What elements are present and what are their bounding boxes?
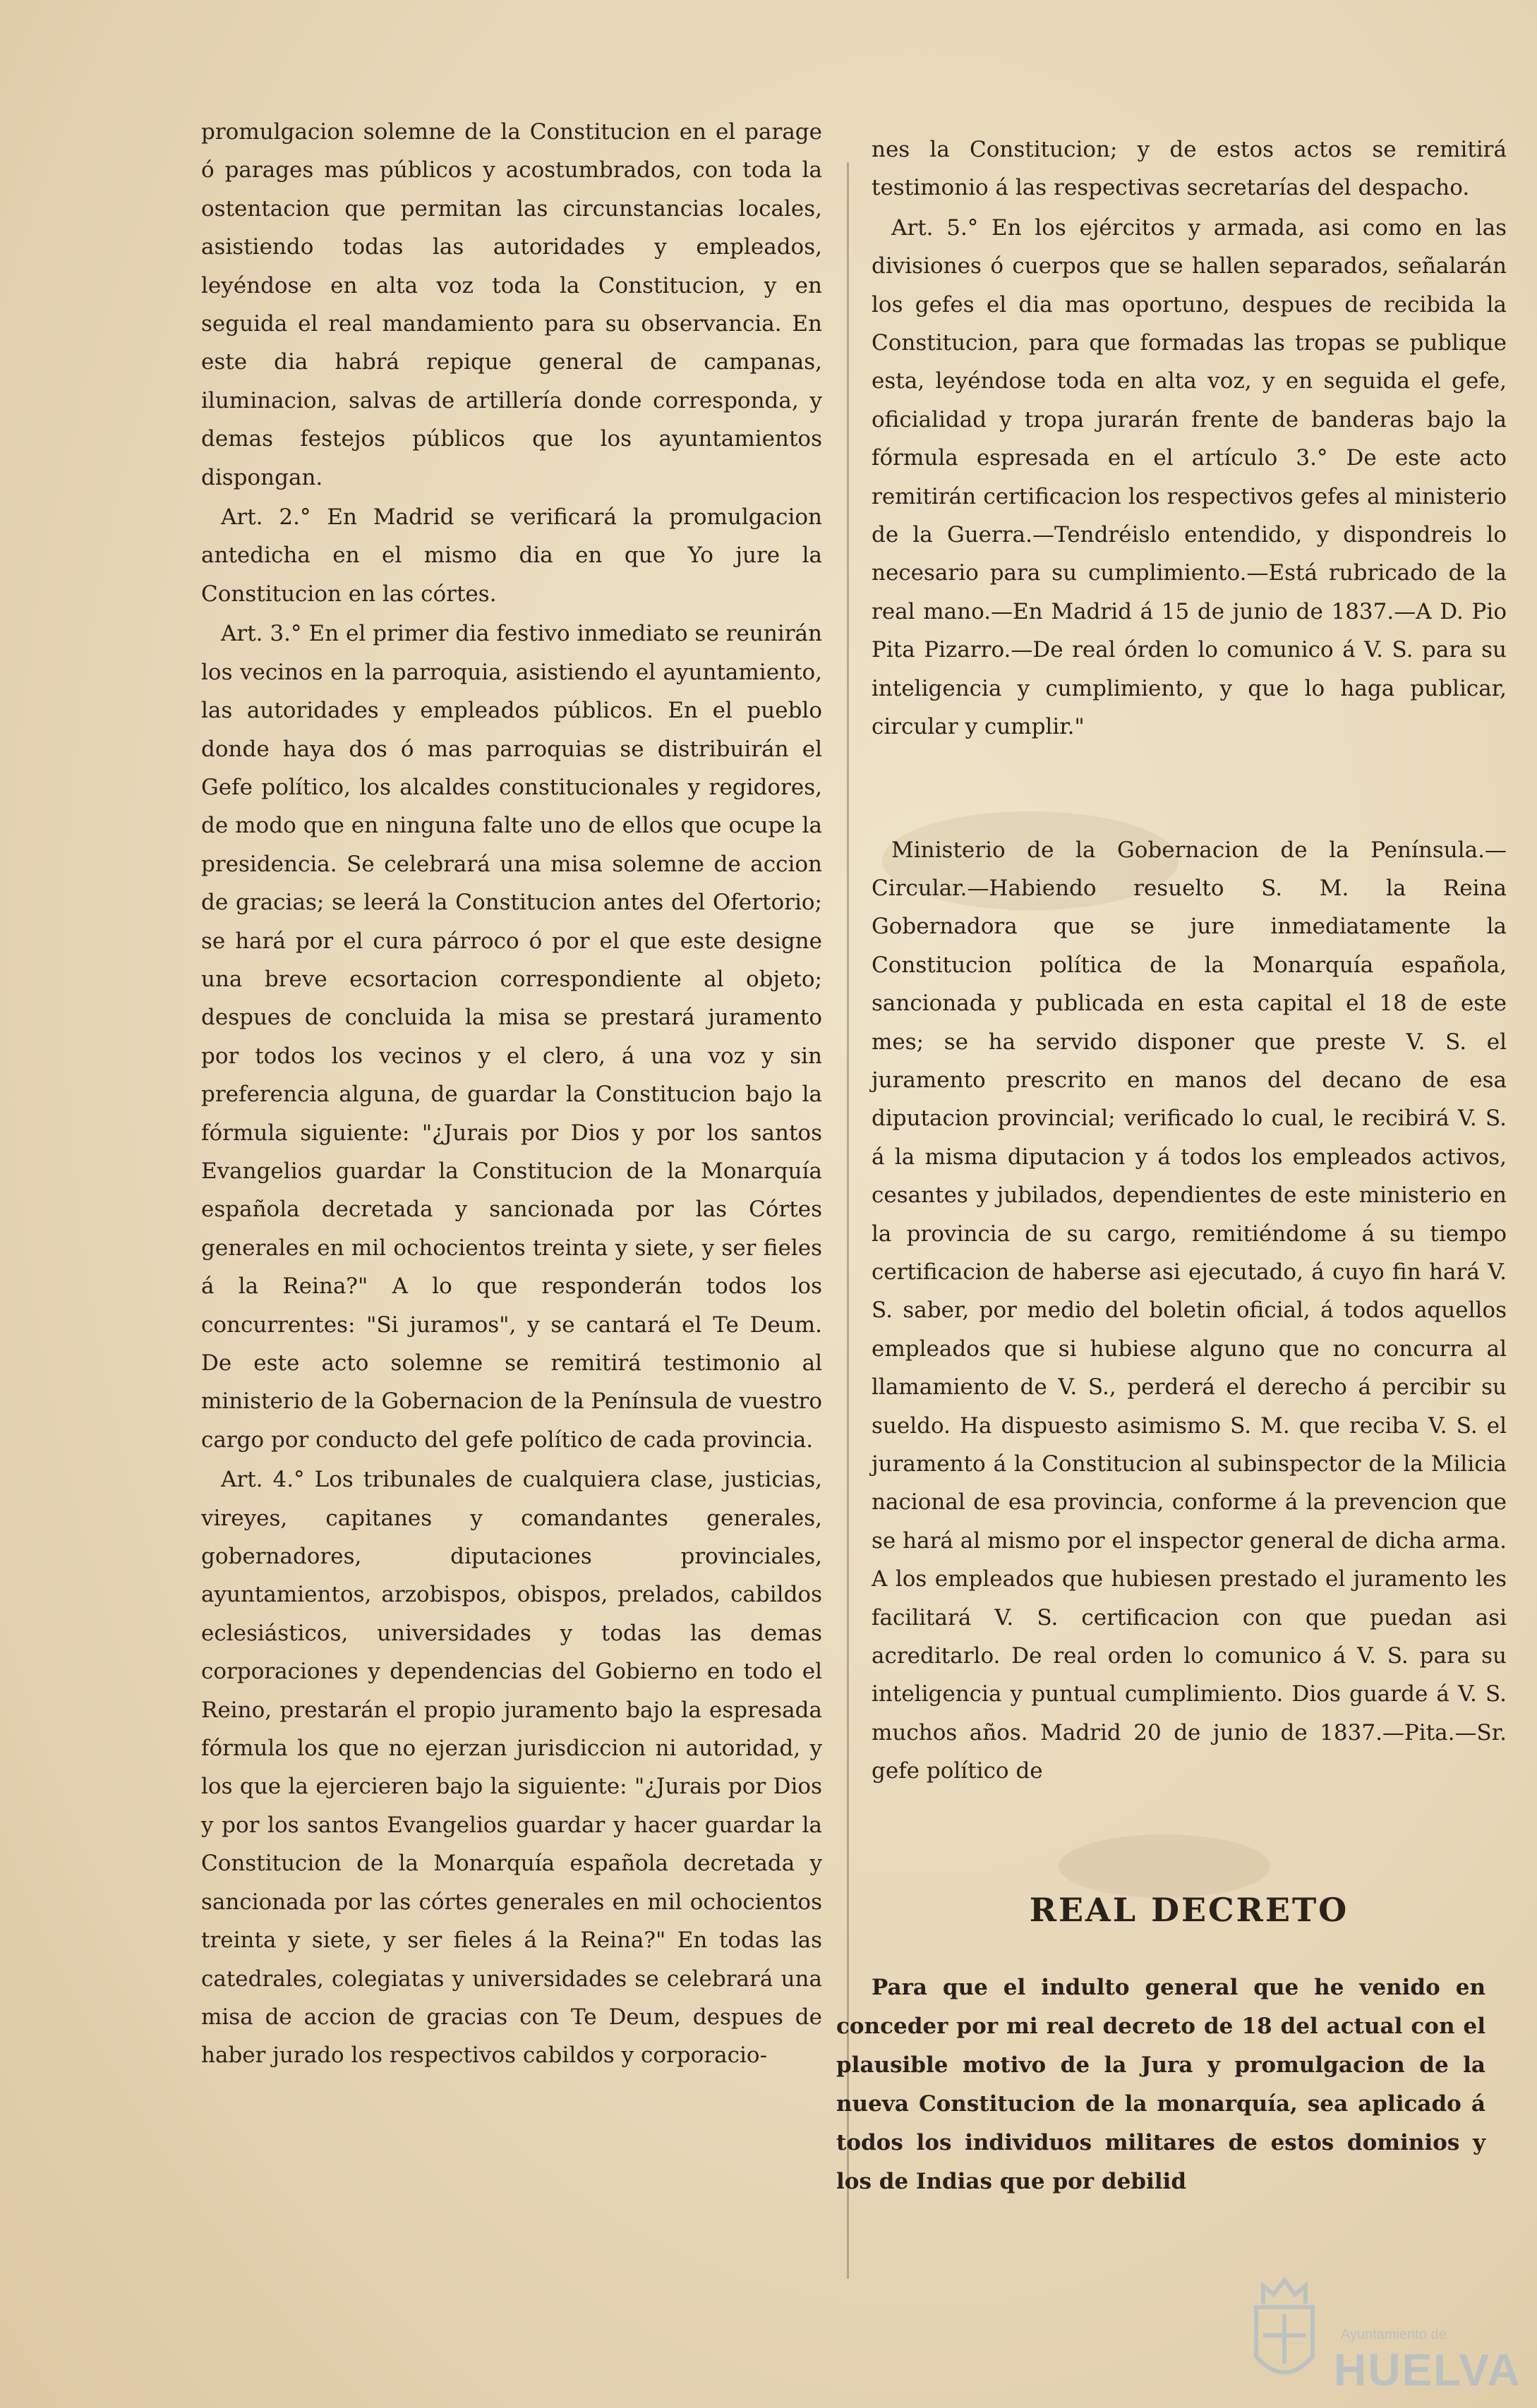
left-column bbox=[201, 113, 822, 2075]
article-4: Art. 4.° Los tribunales de cualquiera clase, justicias, vireyes, capitanes y comandantes generales, gobernadores, diputaciones provinciales, ayuntamientos, arzobispos, obispos, prelados, cabildos eclesiásticos, universidades y todas las demas corporaciones y dependencias del Gobierno en todo el Reino, prestarán el propio juramento bajo la espresada fórmula los que no ejerzan jurisdiccion ni autoridad, y los que la ejercieren bajo la siguiente: "¿Jurais por Dios y por los santos Evangelios guardar y hacer guardar la Constitucion de la Monarquía española decretada y sancionada por las córtes generales en mil ochocientos treinta y siete, y ser fieles á la Reina?" En todas las catedrales, colegiatas y universidades se celebrará una misa de accion de gracias con Te Deum, despues de haber jurado los respectivos cabildos y corporacio- bbox=[201, 1467, 822, 2069]
watermark-text: HUELVA bbox=[1334, 2345, 1521, 2395]
article-2: Art. 2.° En Madrid se verificará la promulgacion antedicha en el mismo dia en que Yo jure la Constitucion en las córtes. bbox=[201, 504, 822, 607]
crest-icon bbox=[1242, 2265, 1327, 2399]
circular: Ministerio de la Gobernacion de la Península.—Circular.—Habiendo resuelto S. M. la Reina Gobernadora que se jure inmediatamente la Constitucion política de la Monarquía española, sancionada y publicada en esta capital el 18 de este mes; se ha servido disponer que preste V. S. el juramento prescrito en manos del decano de esa diputacion provincial; verificado lo cual, le recibirá V. S. á la misma diputacion y á todos los empleados activos, cesantes y jubilados, dependientes de este ministerio en la provincia de su cargo, remitiéndome á su tiempo certificacion de haberse asi ejecutado, á cuyo fin hará V. S. saber, por medio del boletin oficial, á todos aquellos empleados que si hubiese alguno que no concurra al llamamiento de V. S., perderá el derecho á percibir su sueldo. Ha dispuesto asimismo S. M. que reciba V. S. el juramento á la Constitucion al subinspector de la Milicia nacional de esa provincia, conforme á la prevencion que se hará al mismo por el inspector general de dicha arma. A los empleados que hubiesen prestado el juramento les facilitará V. S. certificacion con que puedan asi acreditarlo. De real orden lo comunico á V. S. para su inteligencia y puntual cumplimiento. Dios guarde á V. S. muchos años. Madrid 20 de junio de 1837.—Pita.—Sr. gefe político de bbox=[872, 837, 1507, 1784]
paper-stain bbox=[1059, 1834, 1270, 1898]
archive-watermark bbox=[1242, 2265, 1524, 2406]
paragraph: nes la Constitucion; y de estos actos se remitirá testimonio á las respectivas secretarías del despacho. bbox=[872, 137, 1507, 201]
paragraph: promulgacion solemne de la Constitucion en el parage ó parages mas públicos y acostumbrados, con toda la ostentacion que permitan las circunstancias locales, asistiendo todas las autoridades y empleados, leyéndose en alta voz toda la Constitucion, y en seguida el real mandamiento para su observancia. En este dia habrá repique general de campanas, iluminacion, salvas de artillería donde corresponda, y demas festejos públicos que los ayuntamientos dispongan. bbox=[201, 119, 822, 490]
decree-body: Para que el indulto general que he venido en conceder por mi real decreto de 18 del actual con el plausible motivo de la Jura y promulgacion de la nueva Constitucion de la monarquía, sea aplicado á todos los individuos militares de estos dominios y los de Indias que por debilid bbox=[836, 1975, 1485, 2194]
decree-title: REAL DECRETO bbox=[1029, 1891, 1349, 1929]
column-divider bbox=[847, 162, 849, 2279]
watermark-small-text: Ayuntamiento de bbox=[1341, 2327, 1447, 2342]
article-3: Art. 3.° En el primer dia festivo inmediato se reunirán los vecinos en la parroquia, asistiendo el ayuntamiento, las autoridades y empleados públicos. En el pueblo donde haya dos ó mas parroquias se distribuirán el Gefe político, los alcaldes constitucionales y regidores, de modo que en ninguna falte uno de ellos que ocupe la presidencia. Se celebrará una misa solemne de accion de gracias; se leerá la Constitucion antes del Ofertorio; se hará por el cura párroco ó por el que este designe una breve ecsortacion correspondiente al objeto; despues de concluida la misa se prestará juramento por todos los vecinos y el clero, á una voz y sin preferencia alguna, de guardar la Constitucion bajo la fórmula siguiente: "¿Jurais por Dios y por los santos Evangelios guardar la Constitucion de la Monarquía española decretada y sancionada por las Córtes generales en mil ochocientos treinta y siete, y ser fieles á la Reina?" A lo que responderán todos los concurrentes: "Si juramos", y se cantará el Te Deum. De este acto solemne se remitirá testimonio al ministerio de la Gobernacion de la Península de vuestro cargo por conducto del gefe político de cada provincia. bbox=[201, 621, 822, 1453]
right-column bbox=[872, 131, 1507, 1791]
article-5: Art. 5.° En los ejércitos y armada, asi como en las divisiones ó cuerpos que se hallen separados, señalarán los gefes el dia mas oportuno, despues de recibida la Constitucion, para que formadas las tropas se publique esta, leyéndose toda en alta voz, y en seguida el gefe, oficialidad y tropa jurarán frente de banderas bajo la fórmula espresada en el artículo 3.° De este acto remitirán certificacion los respectivos gefes al ministerio de la Guerra.—Tendréislo entendido, y dispondreis lo necesario para su cumplimiento.—Está rubricado de la real mano.—En Madrid á 15 de junio de 1837.—A D. Pio Pita Pizarro.—De real órden lo comunico á V. S. para su inteligencia y cumplimiento, y que lo haga publicar, circular y cumplir." bbox=[872, 214, 1507, 740]
